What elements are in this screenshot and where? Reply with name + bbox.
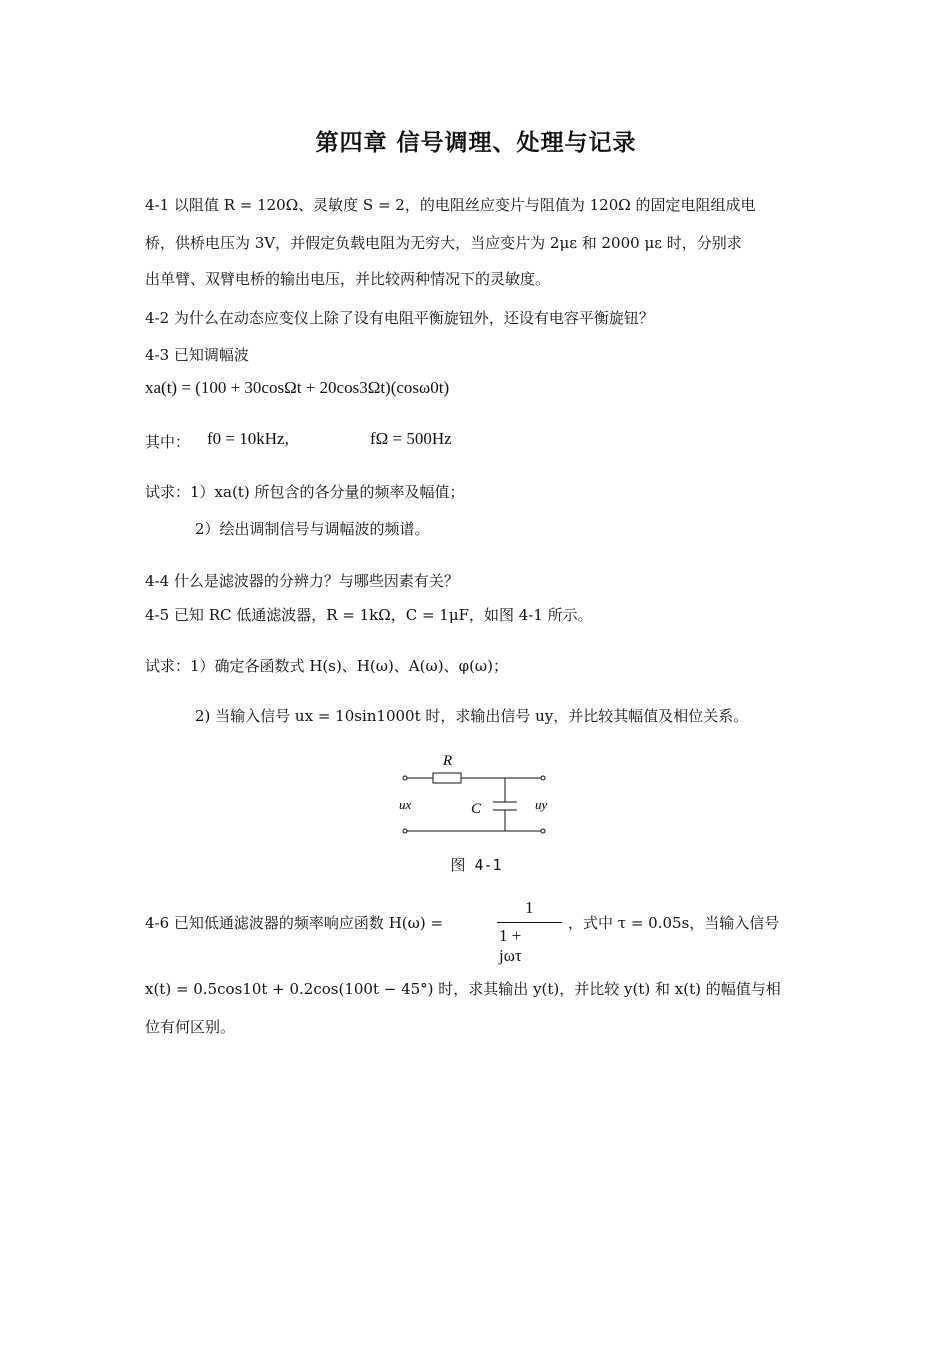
label-r: R xyxy=(443,753,453,769)
q3-ask-1: 试求：1）xa(t) 所包含的各分量的频率及幅值； xyxy=(145,483,465,501)
q3-given-fomega: fΩ = 500Hz xyxy=(370,429,452,448)
q1-line-2: 桥，供桥电压为 3V，并假定负载电阻为无穷大，当应变片为 2με 和 2000 με 时，分别求 xyxy=(145,234,742,252)
q2-line-1: 4-2 为什么在动态应变仪上除了设有电阻平衡旋钮外，还设有电容平衡旋钮？ xyxy=(145,309,654,327)
q5-line-1: 4-5 已知 RC 低通滤波器，R = 1kΩ，C = 1μF，如图 4-1 所示。 xyxy=(145,606,593,624)
q4-line-1: 4-4 什么是滤波器的分辨力？与哪些因素有关？ xyxy=(145,572,459,590)
q5-ask-2: 2) 当输入信号 ux = 10sin1000t 时，求输出信号 uy，并比较其幅值及相位关系。 xyxy=(195,707,749,725)
chapter-title: 第四章 信号调理、处理与记录 xyxy=(315,130,637,156)
label-uy: uy xyxy=(535,797,548,812)
q3-line-1: 4-3 已知调幅波 xyxy=(145,346,249,364)
q6-line-1-suffix: ，式中 τ = 0.05s，当输入信号 xyxy=(568,914,780,932)
q1-line-1: 4-1 以阻值 R = 120Ω、灵敏度 S = 2，的电阻丝应变片与阻值为 120Ω 的固定电阻组成电 xyxy=(145,196,756,214)
fraction-denominator: 1 + jωτ xyxy=(499,926,522,965)
q6-line-3: 位有何区别。 xyxy=(145,1018,236,1036)
q6-line-2: x(t) = 0.5cos10t + 0.2cos(100t − 45°) 时，求其输出 y(t)，并比较 y(t) 和 x(t) 的幅值与相 xyxy=(145,980,781,998)
q1-line-3: 出单臂、双臂电桥的输出电压，并比较两种情况下的灵敏度。 xyxy=(145,270,551,288)
q6-line-1-prefix: 4-6 已知低通滤波器的频率响应函数 H(ω) = xyxy=(145,914,444,932)
rc-circuit-diagram xyxy=(395,745,555,845)
q5-ask-1: 试求：1）确定各函数式 H(s)、H(ω)、A(ω)、φ(ω)； xyxy=(145,657,509,675)
figure-caption: 图 4-1 xyxy=(450,856,502,874)
label-c: C xyxy=(471,801,482,817)
fraction-numerator: 1 xyxy=(525,898,534,917)
q3-given-f0: f0 = 10kHz, xyxy=(207,429,289,448)
q3-formula: xa(t) = (100 + 30cosΩt + 20cos3Ωt)(cosω0t) xyxy=(145,378,450,397)
label-ux: ux xyxy=(399,797,412,812)
q3-given-label: 其中： xyxy=(145,433,191,451)
fraction-bar xyxy=(497,922,562,923)
q3-ask-2: 2）绘出调制信号与调幅波的频谱。 xyxy=(195,520,430,538)
resistor-symbol xyxy=(433,773,461,783)
